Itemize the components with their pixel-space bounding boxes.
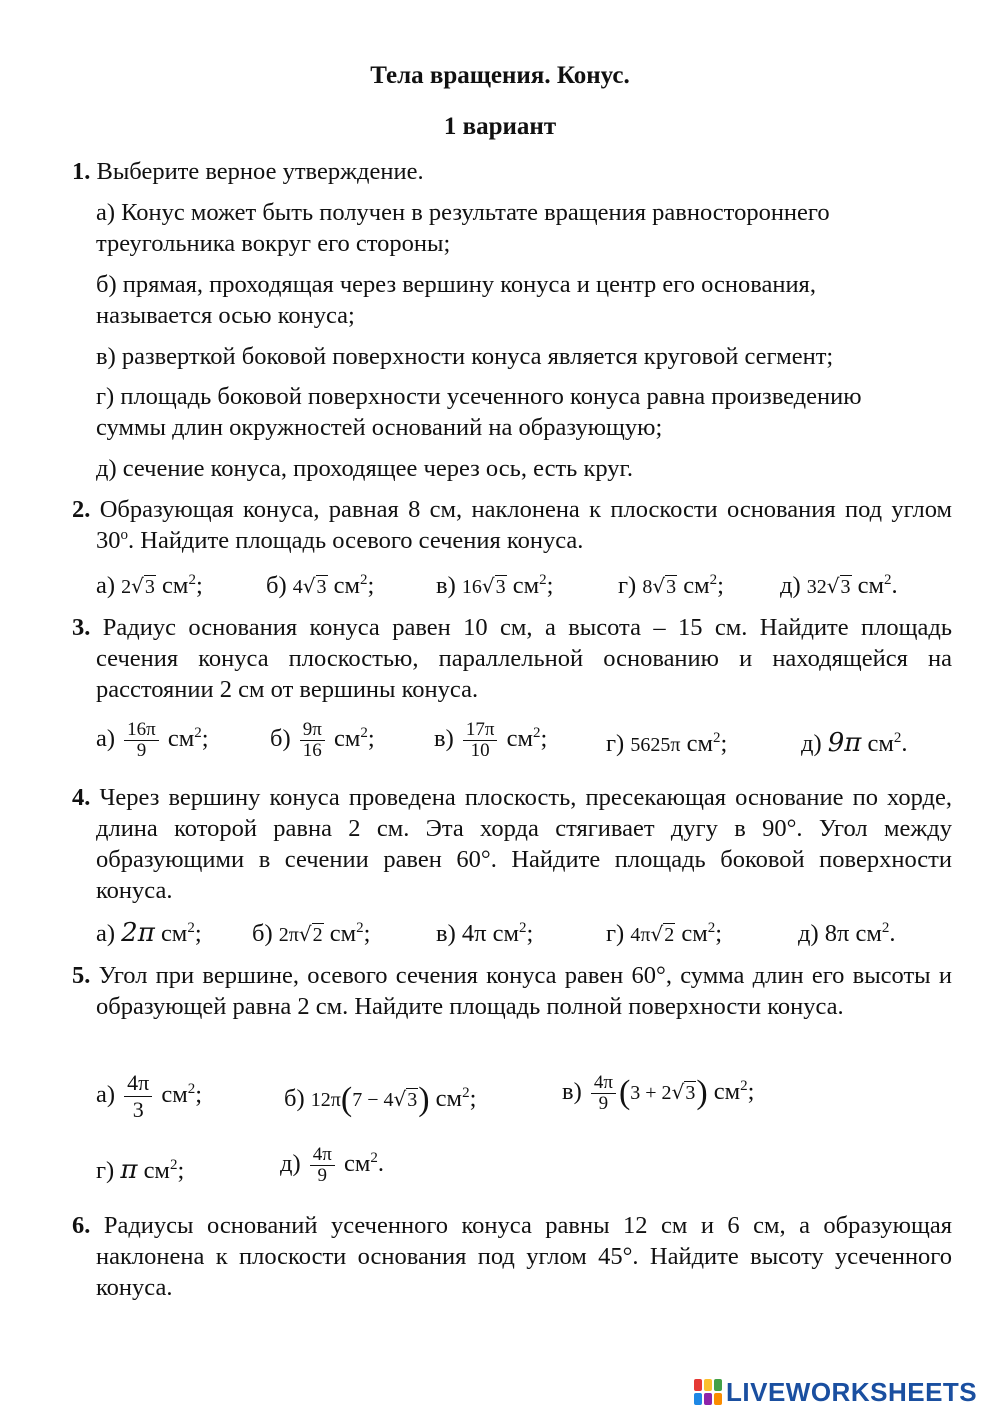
question-number: 6. xyxy=(72,1212,91,1239)
radical-expression xyxy=(672,1077,697,1109)
separator: ; xyxy=(546,572,554,599)
q3-answer-e xyxy=(801,728,908,759)
liveworksheets-logo xyxy=(694,1372,977,1412)
exponent: 2 xyxy=(539,572,547,588)
expression-inner: 7 − 4 xyxy=(352,1089,394,1111)
answer-label: в) xyxy=(436,572,456,599)
unit: см xyxy=(162,572,189,599)
expression-prefix: 12π xyxy=(310,1089,341,1111)
answer-label: в) xyxy=(436,920,456,947)
separator: ; xyxy=(720,730,728,757)
radical-expression xyxy=(462,571,507,603)
radicand: 3 xyxy=(666,576,677,598)
terminator: . xyxy=(901,730,908,757)
q3-answer-b xyxy=(270,720,375,761)
unit: см xyxy=(167,725,195,753)
fraction xyxy=(463,720,498,761)
exponent: 2 xyxy=(884,572,892,588)
exponent: 2 xyxy=(370,1150,378,1167)
variant-label: 1 вариант xyxy=(443,113,557,140)
question-text: Образующая конуса, равная 8 см, наклонена к плоскости основания под углом 30 xyxy=(96,496,952,554)
separator: ; xyxy=(717,572,724,599)
question-2 xyxy=(72,494,952,556)
sqrt-symbol: √ xyxy=(393,1087,407,1111)
coefficient: 2 xyxy=(121,576,132,598)
q1-option-d: г) площадь боковой поверхности усеченного конуса равна произведению суммы длин окружностей оснований на образующую; xyxy=(96,383,862,441)
logo-text: LIVEWORKSHEETS xyxy=(726,1376,978,1407)
answer-label: д) xyxy=(280,1150,301,1178)
right-paren: ) xyxy=(696,1074,708,1112)
question-text: Выберите верное утверждение. xyxy=(96,158,424,185)
exponent: 2 xyxy=(709,572,718,588)
unit: см xyxy=(161,1081,188,1109)
separator: ; xyxy=(526,920,534,947)
exponent: 2 xyxy=(712,730,721,746)
answer-label: д) xyxy=(801,730,822,757)
unit: см xyxy=(143,1157,170,1184)
fraction xyxy=(310,1145,335,1186)
fraction-denominator: 3 xyxy=(132,1097,144,1122)
question-number: 4. xyxy=(72,784,91,811)
answer-value: π xyxy=(120,1155,138,1185)
q5-answer-c xyxy=(562,1073,754,1114)
sqrt-symbol: √ xyxy=(481,574,495,598)
fraction-denominator: 10 xyxy=(470,740,490,761)
question-number: 1. xyxy=(72,158,91,185)
question-text: Угол при вершине, осевого сечения конуса равен 60°, сумма длин его высоты и образующей равна 2 см. Найдите площадь полной поверхности конуса. xyxy=(96,962,953,1020)
unit: см xyxy=(686,730,713,757)
logo-cell xyxy=(704,1393,712,1405)
logo-cell xyxy=(694,1393,702,1405)
sqrt-symbol: √ xyxy=(302,574,316,598)
fraction-numerator: 17π xyxy=(463,720,498,741)
answer-label: г) xyxy=(606,730,625,757)
answer-label: б) xyxy=(284,1085,305,1112)
radicand: 3 xyxy=(407,1089,418,1111)
question-1 xyxy=(72,156,928,187)
radical-expression xyxy=(279,919,324,951)
fraction-numerator: 4π xyxy=(591,1073,616,1094)
separator: ; xyxy=(195,572,203,599)
exponent: 2 xyxy=(740,1078,748,1095)
answer-label: д) xyxy=(780,572,801,599)
fraction xyxy=(124,1070,152,1123)
logo-cell xyxy=(704,1379,712,1391)
q2-answer-a xyxy=(96,570,203,603)
radicand: 3 xyxy=(685,1082,696,1105)
coefficient: 2π xyxy=(278,924,299,946)
exponent: 2 xyxy=(356,920,364,936)
answer-label: г) xyxy=(618,572,637,599)
worksheet-title: Тела вращения. Конус. xyxy=(370,62,630,89)
exponent: 2 xyxy=(187,1081,196,1098)
radical-expression xyxy=(393,1084,418,1116)
separator: ; xyxy=(367,572,375,599)
unit: см xyxy=(512,572,540,599)
answer-label: г) xyxy=(96,1157,115,1184)
separator: ; xyxy=(194,920,202,947)
terminator: . xyxy=(377,1150,384,1178)
right-paren: ) xyxy=(418,1081,430,1118)
exponent: 2 xyxy=(360,572,368,588)
question-text-end: . Найдите площадь осевого сечения конуса. xyxy=(128,527,584,554)
question-text: Радиусы оснований усеченного конуса равны 12 см и 6 см, а образующая наклонена к плоскости основания под углом 45°. Найдите высоту усеченного конуса. xyxy=(96,1212,952,1301)
unit: см xyxy=(855,920,882,947)
fraction-numerator: 4π xyxy=(310,1145,335,1166)
question-text: Через вершину конуса проведена плоскость, пресекающая основание по хорде, длина которой равна 2 см. Эта хорда стягивает дугу в 90°. Угол между образующими в сечении равен 60°. Найдите площадь боковой поверхности конуса. xyxy=(96,784,953,904)
answer-label: д) xyxy=(798,920,819,947)
logo-cell xyxy=(714,1393,722,1405)
unit: см xyxy=(683,572,710,599)
fraction-denominator: 16 xyxy=(302,740,322,761)
fraction-denominator: 9 xyxy=(317,1165,328,1186)
radical-expression xyxy=(642,571,677,603)
q1-option-b: б) прямая, проходящая через вершину конуса и центр его основания, называется осью конуса; xyxy=(96,271,816,329)
radical-expression xyxy=(121,571,156,603)
sqrt-symbol: √ xyxy=(826,574,840,598)
unit: см xyxy=(333,725,361,753)
unit: см xyxy=(329,920,357,947)
logo-cell xyxy=(714,1379,722,1391)
q1-option-e: д) сечение конуса, проходящее через ось, есть круг. xyxy=(96,455,633,482)
exponent: 2 xyxy=(187,920,195,936)
radicand: 3 xyxy=(840,576,851,598)
unit: см xyxy=(435,1085,463,1112)
q4-answer-b xyxy=(252,918,370,951)
question-6 xyxy=(72,1210,952,1303)
answer-label: а) xyxy=(96,1081,116,1109)
sqrt-symbol: √ xyxy=(652,574,666,598)
answer-label: а) xyxy=(96,725,116,753)
coefficient: 4 xyxy=(292,576,303,598)
exponent: 2 xyxy=(881,920,890,936)
unit: см xyxy=(492,920,519,947)
exponent: 2 xyxy=(188,572,196,588)
radical-expression xyxy=(807,571,852,603)
unit: см xyxy=(160,920,188,947)
unit: см xyxy=(857,572,885,599)
q5-answer-d xyxy=(96,1155,184,1186)
q5-answer-a xyxy=(96,1070,202,1123)
unit: см xyxy=(867,730,894,757)
coefficient: 8 xyxy=(642,576,653,598)
exponent: 2 xyxy=(707,920,716,936)
sqrt-symbol: √ xyxy=(131,574,144,598)
q2-answer-b xyxy=(266,570,374,603)
separator: ; xyxy=(747,1078,755,1106)
exponent: 2 xyxy=(893,730,902,746)
exponent: 2 xyxy=(519,920,527,936)
q3-answer-c xyxy=(434,720,547,761)
unit: см xyxy=(681,920,708,947)
terminator: . xyxy=(891,572,898,599)
degree-mark: o xyxy=(120,527,128,543)
q1-option-a: а) Конус может быть получен в результате вращения равностороннего треугольника вокруг его стороны; xyxy=(96,199,830,257)
unit: см xyxy=(333,572,361,599)
fraction-denominator: 9 xyxy=(136,740,147,761)
answer-label: б) xyxy=(252,920,273,947)
separator: ; xyxy=(177,1157,185,1184)
q3-answer-a xyxy=(96,720,209,761)
terminator: . xyxy=(889,920,896,947)
radical-expression xyxy=(630,919,675,951)
radicand: 3 xyxy=(316,576,327,598)
radicand: 3 xyxy=(144,576,155,598)
question-4 xyxy=(72,782,952,906)
radical-expression xyxy=(293,571,328,603)
q2-answer-d xyxy=(618,570,724,603)
separator: ; xyxy=(201,725,209,753)
q4-answer-c xyxy=(436,918,533,949)
answer-label: а) xyxy=(96,572,116,599)
sqrt-symbol: √ xyxy=(298,922,312,946)
q3-answer-d xyxy=(606,728,727,761)
fraction-numerator: 9π xyxy=(300,720,325,741)
exponent: 2 xyxy=(169,1157,178,1173)
fraction-numerator: 4π xyxy=(124,1070,152,1097)
left-paren: ( xyxy=(618,1074,631,1112)
unit: см xyxy=(343,1150,371,1178)
exponent: 2 xyxy=(194,725,202,742)
fraction-numerator: 16π xyxy=(124,720,159,741)
logo-grid-icon xyxy=(694,1379,722,1405)
logo-cell xyxy=(694,1379,702,1391)
q2-answer-e xyxy=(780,570,898,603)
coefficient: 4π xyxy=(630,924,651,946)
separator: ; xyxy=(195,1081,203,1109)
answer-value: 2π xyxy=(121,918,155,948)
question-3 xyxy=(72,612,952,705)
q4-answer-a xyxy=(96,918,202,949)
answer-value: 8π xyxy=(824,920,850,947)
separator: ; xyxy=(469,1085,477,1112)
question-5 xyxy=(72,960,952,1022)
separator: ; xyxy=(363,920,371,947)
answer-value: 4π xyxy=(461,920,487,947)
answer-label: в) xyxy=(562,1078,582,1106)
separator: ; xyxy=(367,725,375,753)
fraction xyxy=(124,720,159,761)
sqrt-symbol: √ xyxy=(650,922,664,946)
exponent: 2 xyxy=(360,725,368,742)
expression-inner: 3 + 2 xyxy=(630,1082,672,1105)
answer-value: 9π xyxy=(827,728,862,758)
sqrt-symbol: √ xyxy=(671,1080,685,1105)
q4-answer-d xyxy=(606,918,722,951)
separator: ; xyxy=(715,920,723,947)
question-text: Радиус основания конуса равен 10 см, а высота – 15 см. Найдите площадь сечения конуса плоскостью, параллельной основанию и находящейся на расстоянии 2 см от вершины конуса. xyxy=(96,614,953,703)
coefficient: 16 xyxy=(461,576,482,598)
radicand: 2 xyxy=(664,924,675,946)
left-paren: ( xyxy=(340,1081,353,1118)
unit: см xyxy=(713,1078,741,1106)
fraction xyxy=(300,720,325,761)
coefficient: 32 xyxy=(806,576,827,598)
q2-answer-c xyxy=(436,570,553,603)
q4-answer-e xyxy=(798,918,896,949)
q5-answer-e xyxy=(280,1145,384,1186)
fraction xyxy=(591,1073,616,1114)
exponent: 2 xyxy=(532,725,541,742)
question-number: 3. xyxy=(72,614,91,641)
q1-option-c: в) разверткой боковой поверхности конуса является круговой сегмент; xyxy=(96,343,834,370)
separator: ; xyxy=(540,725,548,753)
answer-label: а) xyxy=(96,920,116,947)
q5-answer-b xyxy=(284,1083,476,1116)
answer-label: в) xyxy=(434,725,454,753)
answer-label: г) xyxy=(606,920,625,947)
question-number: 2. xyxy=(72,496,91,523)
question-number: 5. xyxy=(72,962,91,989)
exponent: 2 xyxy=(462,1085,470,1101)
radicand: 3 xyxy=(495,576,506,598)
fraction-denominator: 9 xyxy=(598,1093,609,1114)
answer-label: б) xyxy=(266,572,287,599)
answer-label: б) xyxy=(270,725,291,753)
radicand: 2 xyxy=(312,924,323,946)
unit: см xyxy=(506,725,533,753)
answer-value: 5625π xyxy=(630,734,681,756)
